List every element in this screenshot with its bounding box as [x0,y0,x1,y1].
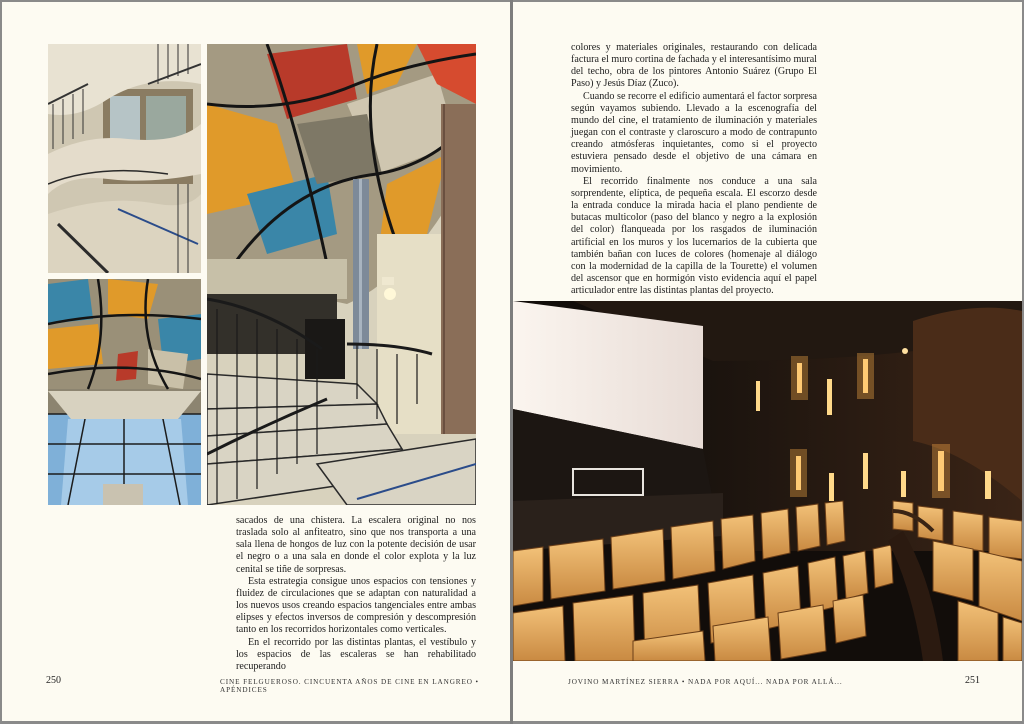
paragraph: Esta estrategia consigue unos espacios con tensiones y fluidez de circulaciones que se adaptan con naturalidad a los nuevos usos creando espacios tangenciales entre ambas elipses y efectos inversos de compresión y descompresión tanto en los recorridos horizontales como verticales. [236,575,476,636]
left-body-text [236,515,476,673]
running-footer: JOVINO MARTÍNEZ SIERRA • NADA POR AQUÍ... NADA POR ALLÁ... [568,678,843,686]
paragraph: sacados de una chistera. La escalera original no nos traslada solo al anfiteatro, sino que nos transporta a una sala llena de hongos de luz con la potente decisión de usar el negro o a una sala en donde el color explota y la luz cenital se tiñe de sorpresas. [236,515,476,575]
running-footer: CINE FELGUEROSO. CINCUENTA AÑOS DE CINE EN LANGREO • APÉNDICES [220,678,479,694]
paragraph: colores y materiales originales, restaurando con delicada factura el muro cortina de fachada y el interesantísimo mural del techo, obra de los pintores Antonio Suárez (Grupo El Paso) y Jesús Díaz (Zuco). [571,42,817,90]
right-body-text [571,42,817,297]
photo-spiral-stair [48,44,201,273]
photo-skylight [48,279,201,505]
page-number: 251 [965,675,980,686]
paragraph: El recorrido finalmente nos conduce a una sala sorprendente, elíptica, de pequeña escala. El escorzo desde la entrada conduce la mirada hacia el plano pendiente de butacas multicolor (paso del blanco y negro a la explosión del color) flanqueada por los rasgados de iluminación artificial en los muros y los lucernarios de la cubierta que también bañan con luces de colores (homenaje al diálogo con la modernidad de la capilla de la Tourette) el volumen del ascensor que en hormigón visto evidencia aquí el papel articulador entre las distintas plantas del proyecto. [571,175,817,297]
paragraph: Cuando se recorre el edificio aumentará el factor sorpresa según vayamos subiendo. Llevado a la escenografía del mundo del cine, el tratamiento de iluminación y materiales juegan con el contraste y claroscuro a modo de contrapunto creando atmósferas inquietantes, como si el proyecto estuviera pensado desde el objetivo de una cámara en movimiento. [571,90,817,175]
right-page [513,2,1022,721]
left-page [2,2,510,721]
page-number: 250 [46,675,61,686]
paragraph: En el recorrido por las distintas plantas, el vestíbulo y los espacios de las escaleras se han rehabilitado recuperando [236,636,476,672]
photo-auditorium [513,301,1022,661]
photo-ceiling-mural [207,44,476,505]
